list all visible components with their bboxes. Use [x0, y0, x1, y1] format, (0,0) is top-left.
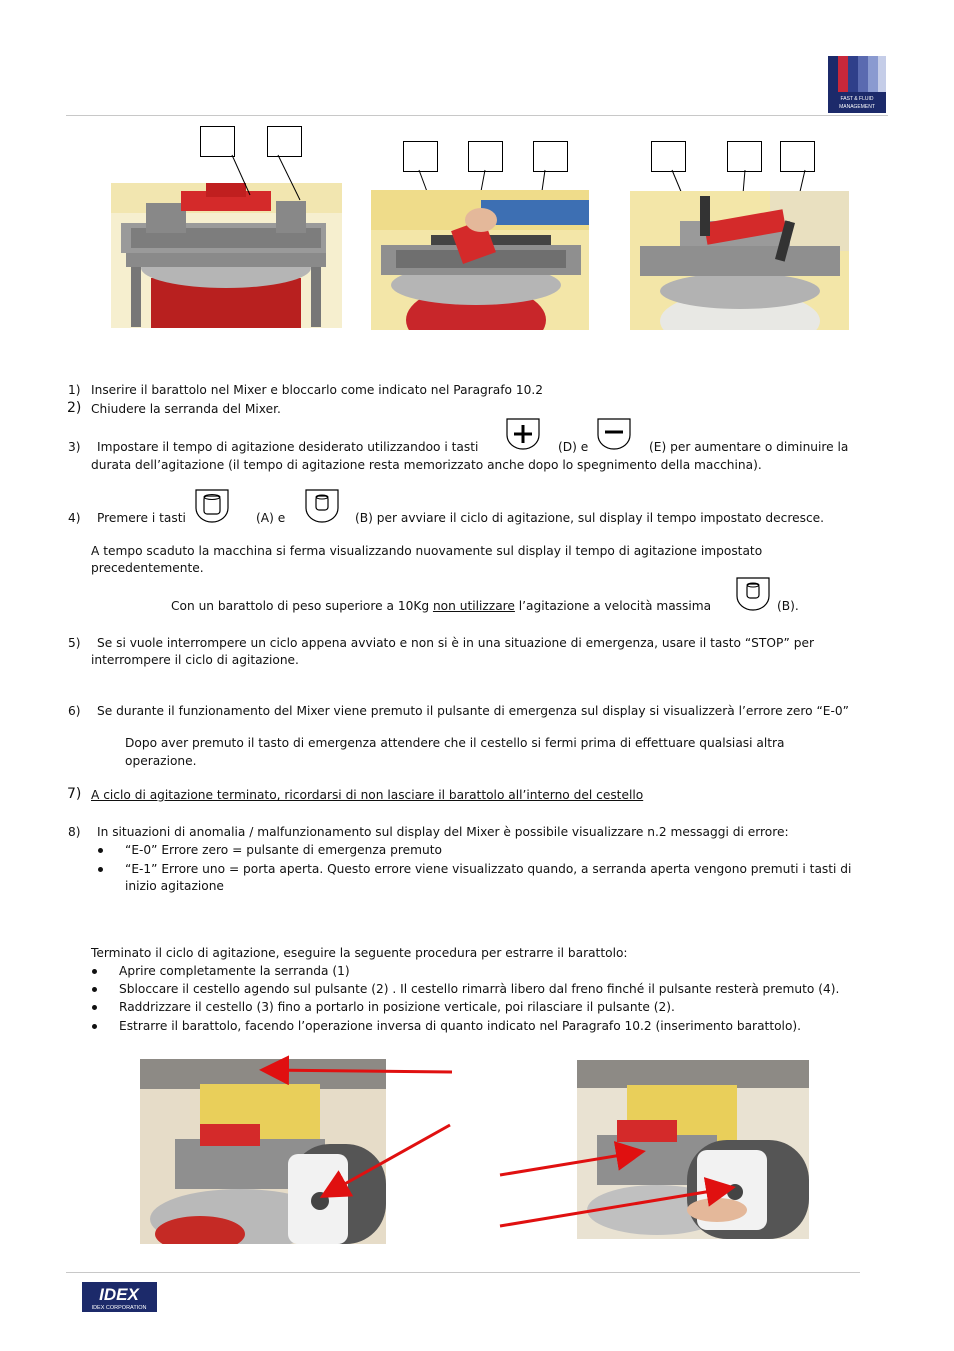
step-number: 7): [67, 786, 82, 802]
step-text: precedentemente.: [91, 561, 204, 575]
warning-underline: non utilizzare: [432, 599, 515, 613]
step-text: Inserire il barattolo nel Mixer e bloccarlo come indicato nel Paragrafo 10.2: [91, 383, 544, 397]
warning-note: [171, 598, 711, 615]
idex-logo-text: IDEX: [99, 1285, 139, 1304]
list-item: inizio agitazione: [125, 879, 224, 893]
step-text: (D) e: [558, 440, 589, 454]
step-note: Dopo aver premuto il tasto di emergenza attendere che il cestello si fermi prima di effettuare qualsiasi altra: [125, 736, 785, 750]
step-text: Impostare il tempo di agitazione desiderato utilizzandoo i tasti: [97, 440, 479, 454]
step-text: interrompere il ciclo di agitazione.: [91, 653, 299, 667]
warning-text: (B).: [777, 599, 799, 613]
step-text: Premere i tasti: [97, 511, 186, 525]
bullet: [98, 867, 103, 872]
list-item: Aprire completamente la serranda (1): [119, 964, 350, 978]
bullet: [92, 1005, 97, 1010]
logo-text-1: FAST & FLUID: [840, 96, 874, 102]
speed-a-key-icon: [194, 488, 230, 527]
red-arrows: [0, 1040, 954, 1240]
step-text: (E) per aumentare o diminuire la: [649, 440, 849, 454]
step-number: 1): [68, 383, 81, 397]
mixer-photo-2: [371, 190, 589, 330]
idex-logo: [82, 1282, 157, 1312]
list-item: Raddrizzare il cestello (3) fino a portarlo in posizione verticale, poi rilasciare il pulsante (2).: [119, 1000, 675, 1014]
step-text: A tempo scaduto la macchina si ferma visualizzando nuovamente sul display il tempo di agitazione impostato: [91, 544, 763, 558]
step-text: A ciclo di agitazione terminato, ricordarsi di non lasciare il barattolo all’interno del cestello: [91, 788, 644, 802]
bullet: [92, 987, 97, 992]
step-note: operazione.: [125, 754, 197, 768]
bullet: [92, 969, 97, 974]
step-text: (A) e: [256, 511, 286, 525]
list-item: “E-0” Errore zero = pulsante di emergenza premuto: [125, 843, 442, 857]
step-number: 5): [68, 636, 81, 650]
step-text: Se si vuole interrompere un ciclo appena avviato e non si è in una situazione di emergenza, usare il tasto “STOP” per: [97, 636, 814, 650]
warning-text: Con un barattolo di peso superiore a 10Kg: [171, 599, 430, 613]
footer-divider: [66, 1272, 860, 1273]
procedure-intro: Terminato il ciclo di agitazione, eseguire la seguente procedura per estrarre il barattolo:: [91, 946, 628, 960]
warning-text: l’agitazione a velocità massima: [518, 599, 712, 613]
logo-text-2: MANAGEMENT: [839, 104, 875, 110]
plus-key-icon: [505, 417, 541, 454]
speed-b-key-icon: [735, 576, 771, 615]
bullet: [92, 1024, 97, 1029]
list-item: “E-1” Errore uno = porta aperta. Questo errore viene visualizzato quando, a serranda aperta vengono premuti i tasti di: [125, 862, 852, 876]
step-text: durata dell’agitazione (il tempo di agitazione resta memorizzato anche dopo lo spegnimento della macchina).: [91, 458, 762, 472]
idex-logo-subtext: IDEX CORPORATION: [91, 1305, 147, 1311]
step-text: Chiudere la serranda del Mixer.: [91, 402, 281, 416]
step-text: Se durante il funzionamento del Mixer viene premuto il pulsante di emergenza sul display si visualizzerà l’errore zero “E-0”: [97, 704, 849, 718]
step-text: In situazioni di anomalia / malfunzionamento sul display del Mixer è possibile visualizzare n.2 messaggi di errore:: [97, 825, 789, 839]
step-text: (B) per avviare il ciclo di agitazione, sul display il tempo impostato decresce.: [355, 511, 825, 525]
step-number: 2): [67, 400, 82, 416]
bullet: [98, 848, 103, 853]
step-number: 8): [68, 825, 81, 839]
minus-key-icon: [596, 417, 632, 454]
list-item: Sbloccare il cestello agendo sul pulsante (2) . Il cestello rimarrà libero dal freno finché il pulsante resterà premuto (4).: [119, 982, 840, 996]
step-number: 4): [68, 511, 81, 525]
speed-b-key-icon: [304, 488, 340, 527]
mixer-photo-3: [630, 191, 849, 330]
step-number: 3): [68, 440, 81, 454]
step-number: 6): [68, 704, 81, 718]
list-item: Estrarre il barattolo, facendo l’operazione inversa di quanto indicato nel Paragrafo 10.2 (inserimento barattolo).: [119, 1019, 802, 1033]
